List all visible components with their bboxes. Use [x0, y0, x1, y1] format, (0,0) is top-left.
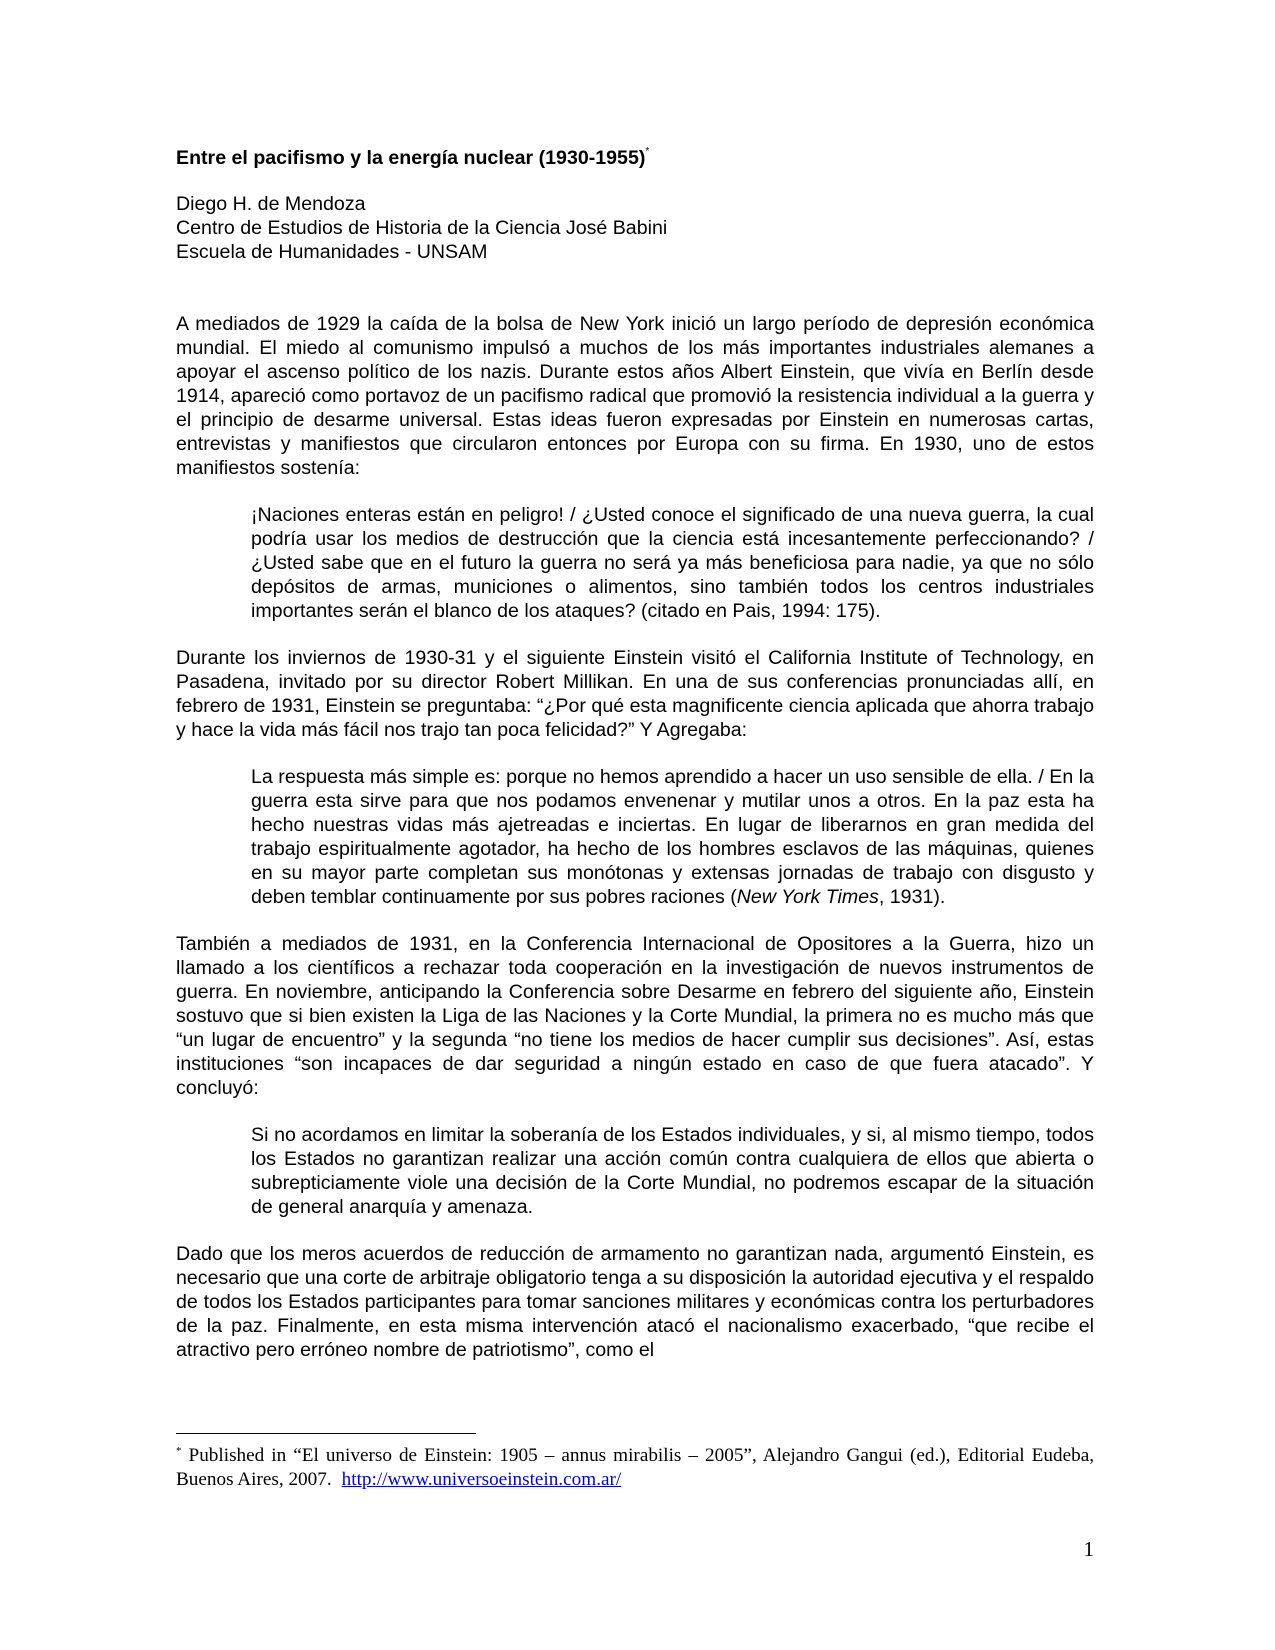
footnote-link[interactable]: http://www.universoeinstein.com.ar/	[341, 1469, 622, 1490]
paragraph-3: También a mediados de 1931, en la Conferencia Internacional de Opositores a la Guerra, hizo un llamado a los científicos a rechazar toda cooperación en la investigación de nuevos instrumentos de guerra. En noviembre, anticipando la Conferencia sobre Desarme en febrero del siguiente año, Einstein sostuvo que si bien existen la Liga de las Naciones y la Corte Mundial, la primera no es mucho más que “un lugar de encuentro” y la segunda “no tiene los medios de hacer cumplir sus decisiones”. Así, estas instituciones “son incapaces de dar seguridad a ningún estado en caso de que fuera atacado”. Y concluyó:	[176, 933, 1094, 1099]
footnote-text: Published in “El universo de Einstein: 1905 – annus mirabilis – 2005”, Alejandro Gangui (ed.), Editorial Eudeba, Buenos Aires, 2007.	[176, 1445, 1095, 1490]
author-affiliation-2: Escuela de Humanidades - UNSAM	[176, 241, 488, 263]
title-footnote-mark[interactable]: *	[645, 146, 650, 157]
block-quote-2-tail: , 1931).	[878, 886, 946, 908]
title-text: Entre el pacifismo y la energía nuclear (1930-1955)	[176, 147, 646, 169]
author-block	[176, 192, 1094, 264]
paragraph-4: Dado que los meros acuerdos de reducción de armamento no garantizan nada, argumentó Einstein, es necesario que una corte de arbitraje obligatorio tenga a su disposición la autoridad ejecutiva y el respaldo de todos los Estados participantes para tomar sanciones militares y económicas contra los perturbadores de la paz. Finalmente, en esta misma intervención atacó el nacionalismo exacerbado, “que recibe el atractivo pero erróneo nombre de patriotismo”, como el	[176, 1243, 1094, 1361]
footnote	[176, 1444, 1094, 1492]
block-quote-2-text: La respuesta más simple es: porque no hemos aprendido a hacer un uso sensible de ella. / En la guerra esta sirve para que nos podamos envenenar y mutilar unos a otros. En la paz esta ha hecho nuestras vidas más ajetreadas e inciertas. En lugar de liberarnos en gran medida del trabajo espiritualmente agotador, ha hecho de los hombres esclavos de las máquinas, quienes en su mayor parte completan sus monótonas y extensas jornadas de trabajo con disgusto y deben temblar continuamente por sus pobres raciones (	[251, 766, 1094, 908]
page-number: 1	[1083, 1537, 1094, 1561]
author-name: Diego H. de Mendoza	[176, 193, 366, 215]
author-affiliation-1: Centro de Estudios de Historia de la Ciencia José Babini	[176, 217, 668, 239]
footnote-mark: *	[176, 1445, 182, 1457]
block-quote-3: Si no acordamos en limitar la soberanía de los Estados individuales, y si, al mismo tiempo, todos los Estados no garantizan realizar una acción común contra cualquiera de ellos que abierta o subrepticiamente viole una decisión de la Corte Mundial, no podremos escapar de la situación de general anarquía y amenaza.	[251, 1124, 1094, 1218]
block-quote-2	[251, 765, 1094, 909]
block-quote-1: ¡Naciones enteras están en peligro! / ¿Usted conoce el significado de una nueva guerra, la cual podría usar los medios de destrucción que la ciencia está incesantemente perfeccionando? / ¿Usted sabe que en el futuro la guerra no será ya más beneficiosa para nadie, ya que no sólo depósitos de armas, municiones o alimentos, sino también todos los centros industriales importantes serán el blanco de los ataques? (citado en Pais, 1994: 175).	[251, 504, 1094, 622]
paragraph-1: A mediados de 1929 la caída de la bolsa de New York inició un largo período de depresión económica mundial. El miedo al comunismo impulsó a muchos de los más importantes industriales alemanes a apoyar el ascenso político de los nazis. Durante estos años Albert Einstein, que vivía en Berlín desde 1914, apareció como portavoz de un pacifismo radical que promovió la resistencia individual a la guerra y el principio de desarme universal. Estas ideas fueron expresadas por Einstein en numerosas cartas, entrevistas y manifiestos que circularon entonces por Europa con su firma. En 1930, uno de estos manifiestos sostenía:	[176, 313, 1094, 479]
footnote-separator	[176, 1433, 476, 1434]
document-body	[176, 146, 1094, 1362]
block-quote-2-source: New York Times	[736, 886, 879, 908]
paragraph-2: Durante los inviernos de 1930-31 y el siguiente Einstein visitó el California Institute of Technology, en Pasadena, invitado por su director Robert Millikan. En una de sus conferencias pronunciadas allí, en febrero de 1931, Einstein se preguntaba: “¿Por qué esta magnificente ciencia aplicada que ahorra trabajo y hace la vida más fácil nos trajo tan poca felicidad?” Y Agregaba:	[176, 647, 1094, 741]
document-title	[176, 146, 1094, 170]
